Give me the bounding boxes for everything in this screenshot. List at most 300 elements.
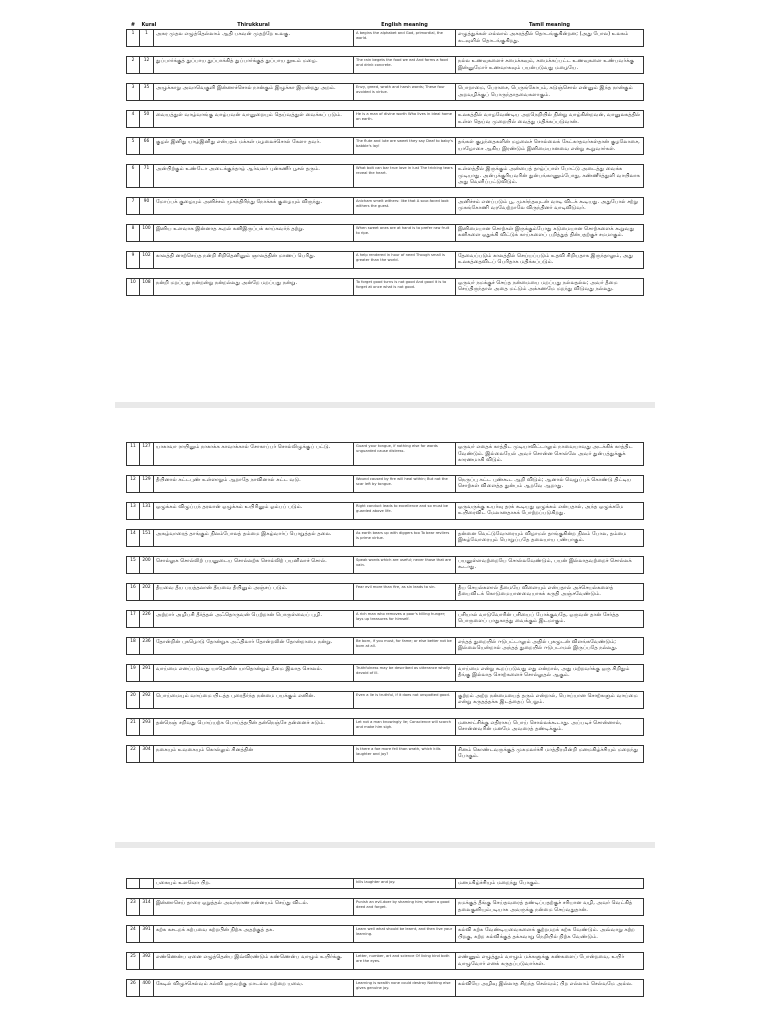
row-number: 11 <box>127 443 140 466</box>
kural-table-3 <box>126 878 644 997</box>
gap-cell <box>354 465 456 475</box>
kural-number: 292 <box>140 691 154 708</box>
kural-number: 226 <box>140 610 154 627</box>
gap-cell <box>154 735 354 745</box>
tamil-meaning: உலகத்தில் வாழவேண்டிய அறநெறியில் நின்று வாழ்கின்றவன், வானுலகத்தில் உள்ள தெய்வ முறையில் வைத்து மதிக்கப்படுவான். <box>456 111 644 128</box>
row-number: 20 <box>127 691 140 708</box>
table-body <box>127 879 644 997</box>
gap-cell <box>456 735 644 745</box>
header-kural: Kural <box>141 22 157 28</box>
row-number: 2 <box>127 57 140 74</box>
gap-cell <box>354 546 456 556</box>
gap-cell <box>140 943 154 953</box>
gap-cell <box>127 465 140 475</box>
gap-cell <box>154 101 354 111</box>
gap-cell <box>154 187 354 197</box>
kural-text: அன்பிற்கும் உண்டோ அடைக்குந்தாழ் ஆர்வலர் புன்கணீர் பூசல் தரும். <box>154 165 354 188</box>
gap-cell <box>154 889 354 899</box>
gap-cell <box>154 268 354 278</box>
gap-cell <box>127 889 140 899</box>
gap-cell <box>456 241 644 251</box>
kural-text: இன்னாசெய் தாரை ஒறுத்தல் அவர்நாண நன்னயம் செய்து விடல். <box>154 899 354 916</box>
table-row <box>127 953 644 970</box>
gap-cell <box>456 47 644 57</box>
row-gap <box>127 600 644 610</box>
row-number: 10 <box>127 278 140 295</box>
gap-cell <box>140 735 154 745</box>
kural-text: அகர முதல எழுத்தெல்லாம் ஆதி பகவன் முதற்றே உலகு. <box>154 30 354 47</box>
gap-cell <box>456 519 644 529</box>
kural-text: தன்நெஞ் சறிவது பொய்யற்க பொய்த்தபின் தன்நெஞ்சே தன்னைச் சுடும். <box>154 718 354 735</box>
tamil-meaning: மனமகிழ்ச்சியும் மறைந்து போகும். <box>456 879 644 889</box>
gap-cell <box>456 187 644 197</box>
tamil-meaning: எண்ணும் எழுத்தும் வாழும் மக்களுக்கு கண்களைப் போன்றவை, உயிர் வாழுவோர் எனக் கருதப்படுவார்கள். <box>456 953 644 970</box>
gap-cell <box>154 519 354 529</box>
gap-cell <box>456 268 644 278</box>
table-row <box>127 664 644 681</box>
english-meaning: Fear evil more than fire, as sin leads to sin. <box>354 583 456 600</box>
kural-table-1 <box>126 22 644 296</box>
gap-cell <box>354 74 456 84</box>
tamil-meaning: கல்வி கற்க வேண்டியவைகளைக் குற்றமறக் கற்க வேண்டும். அவ்வாறு கற்ற பிறகு, கற்ற கல்விக்குத் தக்கவாறு நெறியில் நிற்க வேண்டும். <box>456 926 644 943</box>
gap-cell <box>456 627 644 637</box>
table-row-continuation <box>127 879 644 889</box>
gap-cell <box>354 187 456 197</box>
english-meaning: The flute and lute are sweet they say Deaf to baby's babble's lay! <box>354 138 456 155</box>
kural-number: 131 <box>140 502 154 519</box>
row-number: 21 <box>127 718 140 735</box>
gap-cell <box>154 943 354 953</box>
gap-cell <box>456 546 644 556</box>
gap-cell <box>154 681 354 691</box>
kural-text: கேடில் விழுச்செல்வம் கல்வி ஒருவற்கு மாடல்ல மற்றை யவை. <box>154 980 354 997</box>
gap-cell <box>154 970 354 980</box>
gap-cell <box>140 47 154 57</box>
kural-text: மோப்பக் குழையும் அனிச்சம் முகந்திரிந்து நோக்கக் குழையும் விருந்து. <box>154 197 354 214</box>
gap-cell <box>154 492 354 502</box>
tamil-meaning: தங்கள் குழந்தைகளின் மழலைச் சொல்லைக் கேட்காதவர்கள்தான் குழலோசை, யாழோசை ஆகிய இரண்டும் இனிமையானவை என்று கூறுவார்கள். <box>456 138 644 155</box>
row-gap <box>127 627 644 637</box>
table-row <box>127 529 644 546</box>
gap-cell <box>456 654 644 664</box>
gap-cell <box>127 241 140 251</box>
gap-cell <box>127 214 140 224</box>
gap-cell <box>140 573 154 583</box>
document-page-2 <box>0 420 768 840</box>
gap-cell <box>456 214 644 224</box>
english-meaning: A begins the alphabet and God, primordial, the world. <box>354 30 456 47</box>
gap-cell <box>354 573 456 583</box>
row-gap <box>127 268 644 278</box>
header-tamil: Tamil meaning <box>529 22 570 28</box>
english-meaning: Anicham smelt withers: like that A sour-faced look withers the guest. <box>354 197 456 214</box>
table-row <box>127 926 644 943</box>
kural-number: 66 <box>140 138 154 155</box>
gap-cell <box>140 546 154 556</box>
english-meaning: Learn well what should be learnt, and then live your learning. <box>354 926 456 943</box>
english-meaning: Wound caused by fire will heal within; But not the scar left by tongue. <box>354 475 456 492</box>
header-no: # <box>130 22 136 28</box>
table-row <box>127 443 644 466</box>
row-number: 5 <box>127 138 140 155</box>
row-number <box>127 879 140 889</box>
table-row <box>127 691 644 708</box>
row-gap <box>127 101 644 111</box>
gap-cell <box>154 708 354 718</box>
english-meaning: Punish an evil-doer by shaming him; whom a good deed and forget. <box>354 899 456 916</box>
gap-cell <box>127 519 140 529</box>
gap-cell <box>354 681 456 691</box>
gap-cell <box>127 268 140 278</box>
tamil-meaning: எழுத்துக்கள் எல்லாம் அகரத்தில் தொடங்குகின்றன; (அது போல) உலகம் கடவுளில் தொடங்குகிறது. <box>456 30 644 47</box>
tamil-meaning: நெருப்பு சுட்ட புண்கூட ஆறி விடும்; ஆனால் வெறுப்புக் கொண்டு திட்டிய சொற்கள் விளைத்த துன்பம் ஆறவே ஆறாது. <box>456 475 644 492</box>
english-meaning: Let not a man knowingly lie; Conscience will scorch and make him sigh. <box>354 718 456 735</box>
gap-cell <box>140 681 154 691</box>
gap-cell <box>140 916 154 926</box>
row-gap <box>127 654 644 664</box>
row-gap <box>127 889 644 899</box>
gap-cell <box>140 492 154 502</box>
gap-cell <box>354 492 456 502</box>
gap-cell <box>354 943 456 953</box>
gap-cell <box>456 74 644 84</box>
table-row <box>127 251 644 268</box>
row-number: 25 <box>127 953 140 970</box>
gap-cell <box>154 214 354 224</box>
row-number: 17 <box>127 610 140 627</box>
kural-number: 200 <box>140 556 154 573</box>
kural-text: எண்ணென்ப ஏனை எழுத்தென்ப இவ்விரண்டும் கண்ணென்ப வாழும் உயிர்க்கு. <box>154 953 354 970</box>
table-row <box>127 583 644 600</box>
row-gap <box>127 465 644 475</box>
gap-cell <box>140 600 154 610</box>
gap-cell <box>354 101 456 111</box>
tamil-meaning: அனிச்சம் எனப்படும் பூ, முகர்ந்தவுடன் வாடி விடக் கூடியது. அதுபோல் சற்று முகங்கோணி வரவேற்றாலே விருந்தினர் வாடிவிடுவர். <box>456 197 644 214</box>
gap-cell <box>154 546 354 556</box>
tamil-meaning: ஒருவருக்கு உயர்வு தரக் கூடியது ஒழுக்கம் என்பதால், அந்த ஒழுக்கமே உயிரைவிட மேலானதாகக் போற்றப்படுகிறது. <box>456 502 644 519</box>
tamil-meaning: உள்ளத்தில் இருக்கும் அன்பைத் தாழ்ப்பாள் போட்டு அடைத்து வைக்க முடியாது. அன்புக்குரியவரின் துன்பங்காணும்போது, கண்ணீர்த்துளி வாயிலாக அது வெளிப்பட்டுவிடும். <box>456 165 644 188</box>
kural-number <box>140 879 154 889</box>
kural-text: நன்றி மறப்பது நன்றன்று நன்றல்லது அன்றே மறப்பது நன்று. <box>154 278 354 295</box>
kural-number: 129 <box>140 475 154 492</box>
gap-cell <box>354 241 456 251</box>
gap-cell <box>456 465 644 475</box>
gap-cell <box>127 916 140 926</box>
row-gap <box>127 916 644 926</box>
kural-number: 127 <box>140 443 154 466</box>
gap-cell <box>140 970 154 980</box>
table-row <box>127 502 644 519</box>
english-meaning: When sweet ones are at hand is to prefer raw fruit to ripe. <box>354 224 456 241</box>
kural-text: தீயினால் சுட்டபுண் உள்ளாறும் ஆறாதே நாவினால் சுட்ட வடு. <box>154 475 354 492</box>
tamil-meaning: இனிமையான சொற்கள் இருக்கும்போது கடுமையான சொற்களைக் கூறுவது கனிகளை ஒதுக்கி விட்டுக் காய்களைப் பறித்துத் தின்பதற்குச் சமமாகும். <box>456 224 644 241</box>
kural-number: 102 <box>140 251 154 268</box>
tamil-meaning: பொறாமை, பேராசை, பெருங்கோபம், கடுஞ்சொல் என்னும் இந்த நான்கும் அறவழிக்குப் பொருந்தாதவைகளாகும். <box>456 84 644 101</box>
kural-text: பொய்மையும் வாய்மை யிடத்த புரைதீர்ந்த நன்மை பயக்கும் எனின். <box>154 691 354 708</box>
table-row <box>127 980 644 997</box>
gap-cell <box>354 654 456 664</box>
english-meaning: Guard your tongue, if nothing else for words unguarded cause distress. <box>354 443 456 466</box>
kural-number: 202 <box>140 583 154 600</box>
gap-cell <box>127 573 140 583</box>
kural-text: தோன்றின் புகழொடு தோன்றுக அஃதிலார் தோன்றலின் தோன்றாமை நன்று. <box>154 637 354 654</box>
page-separator <box>115 402 655 408</box>
table-row <box>127 745 644 762</box>
kural-text: குழல் இனிது யாழ்இனிது என்பதம் மக்கள் மழலைச்சொல் கேளா தவர். <box>154 138 354 155</box>
kural-number: 304 <box>140 745 154 762</box>
table-row <box>127 637 644 654</box>
english-meaning: A help rendered in hour of need Though small is greater than the world. <box>354 251 456 268</box>
row-number: 12 <box>127 475 140 492</box>
tamil-meaning: நல்ல உணவுகளைச் சமைக்கவும், சமைக்கப்பட்ட உணவுகளை உண்பவர்க்கு இன்னுமோர் உணவாகவும் பயன்படுவது மழையே. <box>456 57 644 74</box>
kural-text: நகையும் உவகையும் கொல்லும் சினத்தின் <box>154 745 354 762</box>
gap-cell <box>140 708 154 718</box>
tamil-meaning: குற்றம் அற்ற நன்மையைத் தரும் என்றால், பொய்யான சொற்களும் வாய்மை என்று கருதத்தக்க இடத்தைப் பெறும். <box>456 691 644 708</box>
kural-number: 314 <box>140 899 154 916</box>
tamil-meaning: தன்னை வெட்டுவோரையும் விழாமல் தாங்குகின்ற நிலம் போல, தம்மை இகழ்வோரையும் பொறுப்பதே தலையாய பண்பாகும். <box>456 529 644 546</box>
table-row <box>127 197 644 214</box>
gap-cell <box>140 241 154 251</box>
page-separator <box>115 842 655 848</box>
row-gap <box>127 943 644 953</box>
english-meaning: As earth bears up with diggers too To bear revilers is prime virtue. <box>354 529 456 546</box>
gap-cell <box>140 128 154 138</box>
row-gap <box>127 155 644 165</box>
gap-cell <box>154 241 354 251</box>
kural-text: சொல்லுக சொல்லிற் பயனுடைய சொல்லற்க சொல்லிற் பயனிலாச் சொல். <box>154 556 354 573</box>
english-meaning: A rich man who removes a poor's killing hunger; lays up treasures for himself. <box>354 610 456 627</box>
kural-number: 151 <box>140 529 154 546</box>
tamil-meaning: பயனுள்ளவற்றையே சொல்லவேண்டும், பயன் இல்லாதவற்றைச் சொல்லக் கூடாது. <box>456 556 644 573</box>
english-meaning: Truthfulness may be described as utterance wholly devoid of ill. <box>354 664 456 681</box>
kural-number: 71 <box>140 165 154 188</box>
tamil-meaning: கல்வியே அழிவு இல்லாத சிறந்த செல்வம்; பிற எல்லாம் செல்வமே அல்ல. <box>456 980 644 997</box>
kural-text: இனிய உளவாக இன்னாத கூறல் கனிஇருப்பக் காய்கவர்ந் தற்று. <box>154 224 354 241</box>
row-number: 3 <box>127 84 140 101</box>
kural-number: 400 <box>140 980 154 997</box>
kural-text: தீயவை தீய பயத்தலான் தீயவை தீயினும் அஞ்சப் படும். <box>154 583 354 600</box>
gap-cell <box>354 214 456 224</box>
kural-number: 236 <box>140 637 154 654</box>
kural-number: 391 <box>140 926 154 943</box>
gap-cell <box>154 128 354 138</box>
table-body <box>127 30 644 296</box>
row-number: 13 <box>127 502 140 519</box>
kural-text: அழுக்காறு அவாவெகுளி இன்னாச்சொல் நான்கும் இழுக்கா இயன்றது அறம். <box>154 84 354 101</box>
row-gap <box>127 519 644 529</box>
table-row <box>127 475 644 492</box>
row-gap <box>127 492 644 502</box>
kural-table-2 <box>126 442 644 763</box>
gap-cell <box>140 187 154 197</box>
gap-cell <box>456 573 644 583</box>
gap-cell <box>154 74 354 84</box>
row-number: 7 <box>127 197 140 214</box>
table-row <box>127 610 644 627</box>
row-gap <box>127 241 644 251</box>
row-gap <box>127 546 644 556</box>
kural-number: 90 <box>140 197 154 214</box>
gap-cell <box>154 47 354 57</box>
english-meaning: What bolt can bar true love in lust The tricking tears reveal the heart. <box>354 165 456 188</box>
gap-cell <box>354 47 456 57</box>
english-meaning: Right conduct leads to excellence and so must be guarded above life. <box>354 502 456 519</box>
row-number: 26 <box>127 980 140 997</box>
english-meaning: Letter, number, art and science Of living kind both are the eyes. <box>354 953 456 970</box>
kural-text: காலத்தி னாற்செய்த நன்றி சிறிதெனினும் ஞாலத்தின் மாணப் பெரிது. <box>154 251 354 268</box>
row-gap <box>127 74 644 84</box>
gap-cell <box>127 155 140 165</box>
table-row <box>127 224 644 241</box>
gap-cell <box>456 681 644 691</box>
row-number: 19 <box>127 664 140 681</box>
row-number: 4 <box>127 111 140 128</box>
kural-text: கற்க கசடறக் கற்பவை கற்றபின் நிற்க அதற்குத் தக. <box>154 926 354 943</box>
gap-cell <box>154 155 354 165</box>
gap-cell <box>127 943 140 953</box>
gap-cell <box>456 970 644 980</box>
table-row <box>127 165 644 188</box>
tamil-meaning: தேவைப்படும் காலத்தில் செய்யப்படும் உதவி சிறியதாக இருந்தாலும், அது உலகத்தைவிடப் பெரிதாக மதிக்கப்படும். <box>456 251 644 268</box>
tamil-meaning: தீய செயல்களால் தீமையே விளையும் என்பதால் அச்செயல்களைத் தீயைவிடக் கொடுமையானவையாகக் கருதி அஞ்சவேண்டும். <box>456 583 644 600</box>
gap-cell <box>127 735 140 745</box>
table-row <box>127 84 644 101</box>
gap-cell <box>127 708 140 718</box>
tamil-meaning: சினம் கொண்டவருக்குத் முகமலர்ச்சி மாத்திரமின்றி மனமகிழ்ச்சியும் மறைந்து போகும். <box>456 745 644 762</box>
gap-cell <box>354 889 456 899</box>
kural-text: யாகாவா ராயினும் நாகாக்க காவாக்கால் சோகாப்பர் சொல்லிழுக்குப் பட்டு. <box>154 443 354 466</box>
kural-number: 35 <box>140 84 154 101</box>
english-meaning: He is a man of divine worth Who lives in ideal home on earth. <box>354 111 456 128</box>
table-row <box>127 111 644 128</box>
document-page-3 <box>0 856 768 1024</box>
row-gap <box>127 128 644 138</box>
row-gap <box>127 573 644 583</box>
kural-number: 100 <box>140 224 154 241</box>
gap-cell <box>354 128 456 138</box>
gap-cell <box>354 735 456 745</box>
gap-cell <box>154 654 354 664</box>
gap-cell <box>456 128 644 138</box>
kural-text: அற்றார் அழிபசி தீர்த்தல் அஃதொருவன் பெற்றான் பொருள்வைப் புழி. <box>154 610 354 627</box>
gap-cell <box>456 492 644 502</box>
kural-text: ஒழுக்கம் விழுப்பந் தரலான் ஒழுக்கம் உயிரினும் ஓம்பப் படும். <box>154 502 354 519</box>
gap-cell <box>354 916 456 926</box>
table-row <box>127 718 644 735</box>
gap-cell <box>127 627 140 637</box>
row-number: 22 <box>127 745 140 762</box>
row-gap <box>127 681 644 691</box>
gap-cell <box>154 627 354 637</box>
gap-cell <box>140 155 154 165</box>
tamil-meaning: எந்தத் துறையில் ஈடுபட்டாலும் அதில் புகழுடன் விளங்கவேண்டும்; இல்லையென்றால் அந்தத் துறையில் ஈடுபடாமல் இருப்பதே நல்லது. <box>456 637 644 654</box>
kural-number: 392 <box>140 953 154 970</box>
gap-cell <box>456 943 644 953</box>
row-gap <box>127 708 644 718</box>
gap-cell <box>354 627 456 637</box>
row-number: 15 <box>127 556 140 573</box>
kural-text: வாய்மை எனப்படுவது யாதெனின் யாதொன்றும் தீமை இலாத சொலல். <box>154 664 354 681</box>
row-gap <box>127 187 644 197</box>
document-page-1 <box>0 0 768 385</box>
tamil-meaning: பசியால் வாடுவோரின் பசியைப் போக்குவதே, ஒருவன் தான் சேர்த்த பொருளைப் பாதுகாத்து வைக்கும் இடமாகும். <box>456 610 644 627</box>
tamil-meaning: ஒருவர் எதைக் காத்திட முடியாவிட்டாலும் நாவையாவது அடக்கிக் காத்திட வேண்டும். இல்லையேல் அவர் சொன்ன சொல்லே அவர் துன்பத்துக்குக் காரணமாகி விடும். <box>456 443 644 466</box>
row-gap <box>127 47 644 57</box>
english-meaning: To forget good turns is not good And good it is to forget at once what is not good. <box>354 278 456 295</box>
row-gap <box>127 970 644 980</box>
gap-cell <box>154 600 354 610</box>
gap-cell <box>127 74 140 84</box>
gap-cell <box>127 654 140 664</box>
tamil-meaning: மனசாட்சிக்கு எதிராகப் பொய் சொல்லக்கூடாது. அப்படிச் சொன்னால், சொன்னவரின் மனமே அவரைத் தண்டிக்கும். <box>456 718 644 735</box>
kural-number: 50 <box>140 111 154 128</box>
gap-cell <box>140 889 154 899</box>
gap-cell <box>154 916 354 926</box>
table-row <box>127 30 644 47</box>
kural-text: வையத்துள் வாழ்வாங்கு வாழ்பவன் வானுறையும் தெய்வத்துள் வைக்கப் படும். <box>154 111 354 128</box>
gap-cell <box>354 970 456 980</box>
row-number: 1 <box>127 30 140 47</box>
kural-text: பகையும் உளவோ பிற. <box>154 879 354 889</box>
table-row <box>127 138 644 155</box>
row-number: 18 <box>127 637 140 654</box>
tamil-meaning: ஒருவர் நமக்குச் செய்த நன்மையை மறப்பது நல்லதல்ல; அவர் தீமை செய்திருந்தால் அதை மட்டும் அக்கணமே மறந்து விடுவது நல்லது. <box>456 278 644 295</box>
kural-number: 1 <box>140 30 154 47</box>
table-row <box>127 899 644 916</box>
gap-cell <box>140 465 154 475</box>
gap-cell <box>127 546 140 556</box>
row-gap <box>127 735 644 745</box>
gap-cell <box>456 155 644 165</box>
english-meaning: Envy, greed, wrath and harsh words; These four avoided is virtue. <box>354 84 456 101</box>
english-meaning: Speak words which are useful; never those that are vain. <box>354 556 456 573</box>
table-row <box>127 556 644 573</box>
gap-cell <box>140 627 154 637</box>
table-body <box>127 443 644 763</box>
gap-cell <box>354 600 456 610</box>
english-meaning: Be born, if you must, for fame; or else better not be born at all. <box>354 637 456 654</box>
table-row <box>127 278 644 295</box>
kural-text: அகழ்வாரைத் தாங்கும் நிலம்போலத் தம்மை இகழ்வார்ப் பொறுத்தல் தலை. <box>154 529 354 546</box>
tamil-meaning: நமக்குத் தீங்கு செய்தவரைத் தண்டிப்பதற்குச் சரியான வழி, அவர் வெட்கித் தலைகுனியும்படியாக அவருக்கு நன்மை செய்வதுதான். <box>456 899 644 916</box>
gap-cell <box>456 600 644 610</box>
gap-cell <box>127 187 140 197</box>
english-meaning: Is there a foe more fell than wrath, which kills laughter and joy? <box>354 745 456 762</box>
row-number: 24 <box>127 926 140 943</box>
header-thirukkural: Thirukkural <box>237 22 270 28</box>
gap-cell <box>154 573 354 583</box>
kural-number: 291 <box>140 664 154 681</box>
gap-cell <box>140 214 154 224</box>
english-meaning: Even a lie is truthful, if it does not unspotted good. <box>354 691 456 708</box>
gap-cell <box>354 708 456 718</box>
gap-cell <box>456 708 644 718</box>
gap-cell <box>456 889 644 899</box>
gap-cell <box>140 101 154 111</box>
gap-cell <box>127 600 140 610</box>
gap-cell <box>127 47 140 57</box>
kural-number: 108 <box>140 278 154 295</box>
gap-cell <box>456 101 644 111</box>
kural-number: 12 <box>140 57 154 74</box>
gap-cell <box>127 128 140 138</box>
gap-cell <box>127 970 140 980</box>
row-number: 9 <box>127 251 140 268</box>
gap-cell <box>354 268 456 278</box>
gap-cell <box>354 519 456 529</box>
english-meaning: Learning is wealth none could destroy Nothing else gives genuine joy. <box>354 980 456 997</box>
gap-cell <box>154 465 354 475</box>
